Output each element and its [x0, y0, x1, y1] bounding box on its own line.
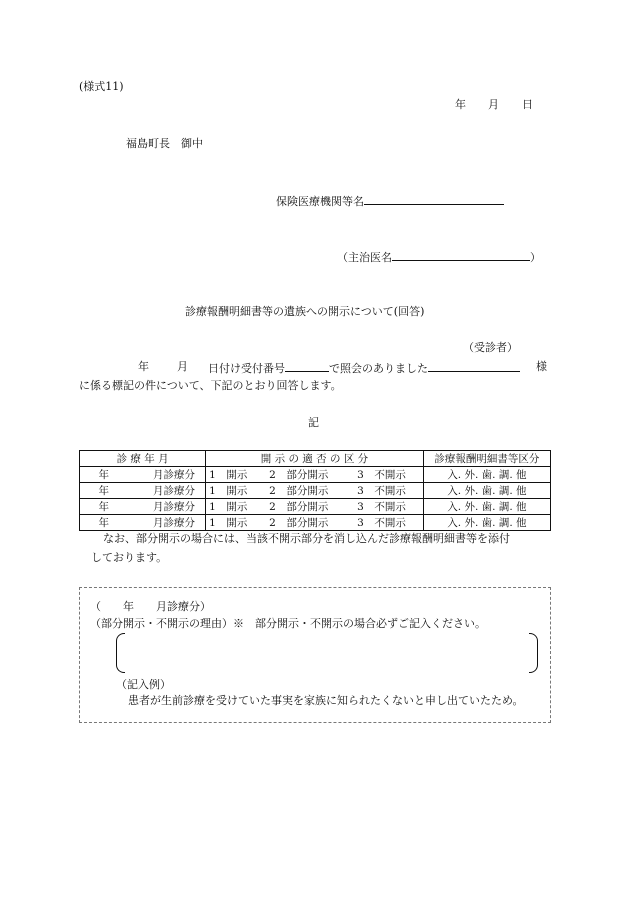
disclosure-cell[interactable]	[206, 515, 424, 531]
box-reason-label: （部分開示・不開示の理由）※ 部分開示・不開示の場合必ずご記入ください。	[90, 617, 486, 630]
disclosure-cell[interactable]	[206, 483, 424, 499]
table-row	[80, 467, 551, 483]
row-month: 月診療分	[153, 468, 195, 481]
table-header-row	[80, 451, 551, 467]
row-year: 年	[98, 484, 109, 497]
kubun-cell[interactable]: 入. 外. 歯. 調. 他	[423, 515, 550, 531]
option-disclose[interactable]: 1 開示	[209, 516, 248, 529]
option-partial[interactable]: 2 部分開示	[269, 516, 329, 529]
disclosure-cell[interactable]	[206, 499, 424, 515]
row-year: 年	[98, 500, 109, 513]
doctor-label: （主治医名	[337, 251, 392, 264]
left-bracket	[116, 633, 125, 673]
kubun-cell[interactable]: 入. 外. 歯. 調. 他	[423, 483, 550, 499]
body-month: 月	[177, 360, 188, 373]
row-month: 月診療分	[153, 516, 195, 529]
box-period: （ 年 月診療分）	[90, 600, 211, 613]
addressee: 福島町長 御中	[126, 137, 203, 150]
table-row	[80, 483, 551, 499]
period-cell	[80, 499, 206, 515]
period-cell	[80, 467, 206, 483]
reason-input-area[interactable]	[130, 640, 525, 666]
sama-text: 様	[536, 360, 547, 373]
option-nondisclose[interactable]: 3 不開示	[357, 500, 406, 513]
disclosure-cell[interactable]	[206, 467, 424, 483]
kubun-cell[interactable]: 入. 外. 歯. 調. 他	[423, 467, 550, 483]
patient-blank[interactable]	[428, 360, 520, 372]
row-year: 年	[98, 468, 109, 481]
option-nondisclose[interactable]: 3 不開示	[357, 468, 406, 481]
date-year: 年	[455, 98, 466, 111]
option-disclose[interactable]: 1 開示	[209, 484, 248, 497]
recipient-label: （受診者）	[463, 341, 518, 354]
doctor-close: ）	[530, 251, 541, 264]
disclosure-table	[79, 450, 551, 531]
table-row	[80, 499, 551, 515]
example-label: （記入例）	[116, 678, 171, 691]
option-disclose[interactable]: 1 開示	[209, 500, 248, 513]
row-year: 年	[98, 516, 109, 529]
option-partial[interactable]: 2 部分開示	[269, 484, 329, 497]
header-disclosure: 開 示 の 適 否 の 区 分	[206, 451, 424, 467]
date-day: 日	[522, 98, 533, 111]
period-cell	[80, 515, 206, 531]
doctor-blank[interactable]	[392, 249, 530, 261]
option-nondisclose[interactable]: 3 不開示	[357, 516, 406, 529]
date-month: 月	[488, 98, 499, 111]
receipt-label: 日付け受付番号	[208, 362, 285, 375]
inquiry-text: で照会のありました	[329, 362, 428, 375]
institution-blank[interactable]	[364, 193, 504, 205]
institution-label: 保険医療機関等名	[276, 195, 364, 208]
row-month: 月診療分	[153, 484, 195, 497]
kubun-cell[interactable]: 入. 外. 歯. 調. 他	[423, 499, 550, 515]
body-line2: に係る標記の件について、下記のとおり回答します。	[79, 379, 342, 392]
receipt-blank[interactable]	[285, 360, 329, 372]
page-title: 診療報酬明細書等の遺族への開示について(回答)	[185, 305, 425, 318]
table-row	[80, 515, 551, 531]
body-year: 年	[138, 360, 149, 373]
option-partial[interactable]: 2 部分開示	[269, 468, 329, 481]
doctor-line	[337, 249, 541, 265]
institution-line	[276, 193, 504, 209]
option-partial[interactable]: 2 部分開示	[269, 500, 329, 513]
ki-heading: 記	[308, 416, 319, 429]
option-nondisclose[interactable]: 3 不開示	[357, 484, 406, 497]
period-cell	[80, 483, 206, 499]
row-month: 月診療分	[153, 500, 195, 513]
option-disclose[interactable]: 1 開示	[209, 468, 248, 481]
right-bracket	[529, 633, 538, 673]
form-number: (様式11)	[79, 80, 124, 93]
receipt-line	[208, 360, 520, 376]
header-kubun: 診療報酬明細書等区分	[423, 451, 550, 467]
header-period: 診 療 年 月	[80, 451, 206, 467]
example-text: 患者が生前診療を受けていた事実を家族に知られたくないと申し出ていたため。	[128, 694, 524, 707]
note-line2: しております。	[91, 551, 168, 564]
note-line1: なお、部分開示の場合には、当該不開示部分を消し込んだ診療報酬明細書等を添付	[103, 532, 510, 545]
